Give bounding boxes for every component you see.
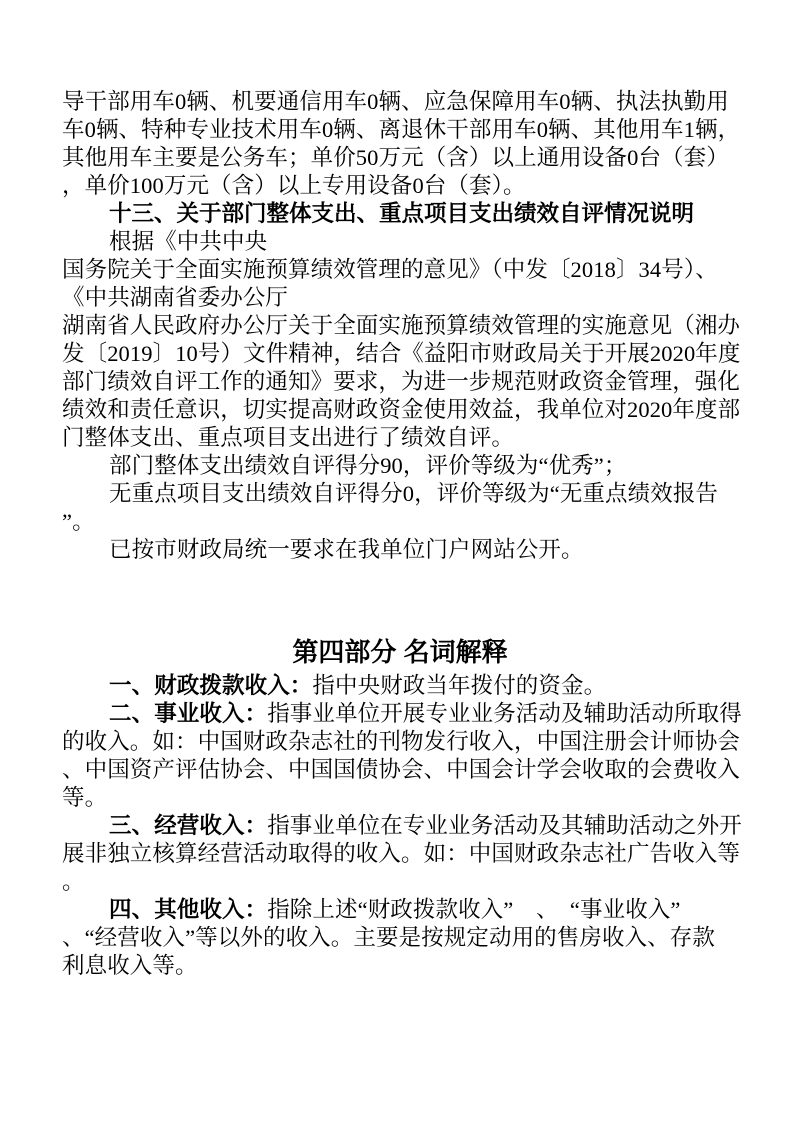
term-label: 三、经营收入： bbox=[109, 813, 268, 838]
document-page bbox=[62, 88, 742, 980]
body-line: 的收入。如：中国财政杂志社的刊物发行收入，中国注册会计师协会 bbox=[62, 729, 741, 754]
body-line: 《中共湖南省委办公厅 bbox=[62, 285, 289, 310]
body-line: ，单价100万元（含）以上专用设备0台（套）。 bbox=[62, 173, 526, 198]
body-line: 展非独立核算经营活动取得的收入。如：中国财政杂志社广告收入等 bbox=[62, 841, 741, 866]
term-line bbox=[62, 896, 738, 924]
body-line: 国务院关于全面实施预算绩效管理的意见》（中发〔2018〕34号）、 bbox=[62, 257, 718, 282]
body-line: 绩效和责任意识，切实提高财政资金使用效益，我单位对2020年度部 bbox=[62, 397, 741, 422]
body-line: 、中国资产评估协会、中国国债协会、中国会计学会收取的会费收入 bbox=[62, 757, 741, 782]
body-line: 等。 bbox=[62, 785, 108, 810]
self-eval-overall-score-line: 部门整体支出绩效自评得分90，评价等级为“优秀”； bbox=[109, 453, 627, 478]
body-line: 车0辆、特种专业技术用车0辆、离退休干部用车0辆、其他用车1辆， bbox=[62, 117, 741, 142]
term-definition: 指事业单位开展专业业务活动及辅助活动所取得 bbox=[267, 701, 742, 726]
body-line: 、“经营收入”等以外的收入。主要是按规定动用的售房收入、存款 bbox=[62, 925, 715, 950]
section-13-heading: 十三、关于部门整体支出、重点项目支出绩效自评情况说明 bbox=[109, 201, 695, 226]
term-line bbox=[62, 812, 742, 840]
body-line: 其他用车主要是公务车；单价50万元（含）以上通用设备0台（套） bbox=[62, 145, 729, 170]
part4-heading: 第四部分 名词解释 bbox=[292, 637, 508, 667]
body-line: ”。 bbox=[62, 509, 95, 534]
term-line bbox=[62, 672, 738, 700]
term-label: 二、事业收入： bbox=[109, 701, 268, 726]
body-line: 利息收入等。 bbox=[62, 953, 198, 978]
term-definition: 指中央财政当年拨付的资金。 bbox=[312, 673, 607, 698]
body-line: 门整体支出、重点项目支出进行了绩效自评。 bbox=[62, 425, 515, 450]
term-line bbox=[62, 700, 742, 728]
self-eval-project-score-line: 无重点项目支出绩效自评得分0，评价等级为“无重点绩效报告 bbox=[109, 481, 719, 506]
term-label: 一、财政拨款收入： bbox=[109, 673, 313, 698]
body-line: 湖南省人民政府办公厅关于全面实施预算绩效管理的实施意见（湘办 bbox=[62, 313, 741, 338]
disclosure-line: 已按市财政局统一要求在我单位门户网站公开。 bbox=[109, 537, 584, 562]
body-line: 发〔2019〕10号）文件精神，结合《益阳市财政局关于开展2020年度 bbox=[62, 341, 741, 366]
body-line: 导干部用车0辆、机要通信用车0辆、应急保障用车0辆、执法执勤用 bbox=[62, 89, 729, 114]
term-definition: 指事业单位在专业业务活动及其辅助活动之外开 bbox=[267, 813, 742, 838]
body-line: 根据《中共中央 bbox=[109, 229, 268, 254]
body-line: 。 bbox=[62, 869, 85, 894]
term-label: 四、其他收入： bbox=[109, 897, 268, 922]
term-definition: 指除上述“财政拨款收入” 、 “事业收入” bbox=[267, 897, 681, 922]
body-line: 部门绩效自评工作的通知》要求，为进一步规范财政资金管理，强化 bbox=[62, 369, 741, 394]
